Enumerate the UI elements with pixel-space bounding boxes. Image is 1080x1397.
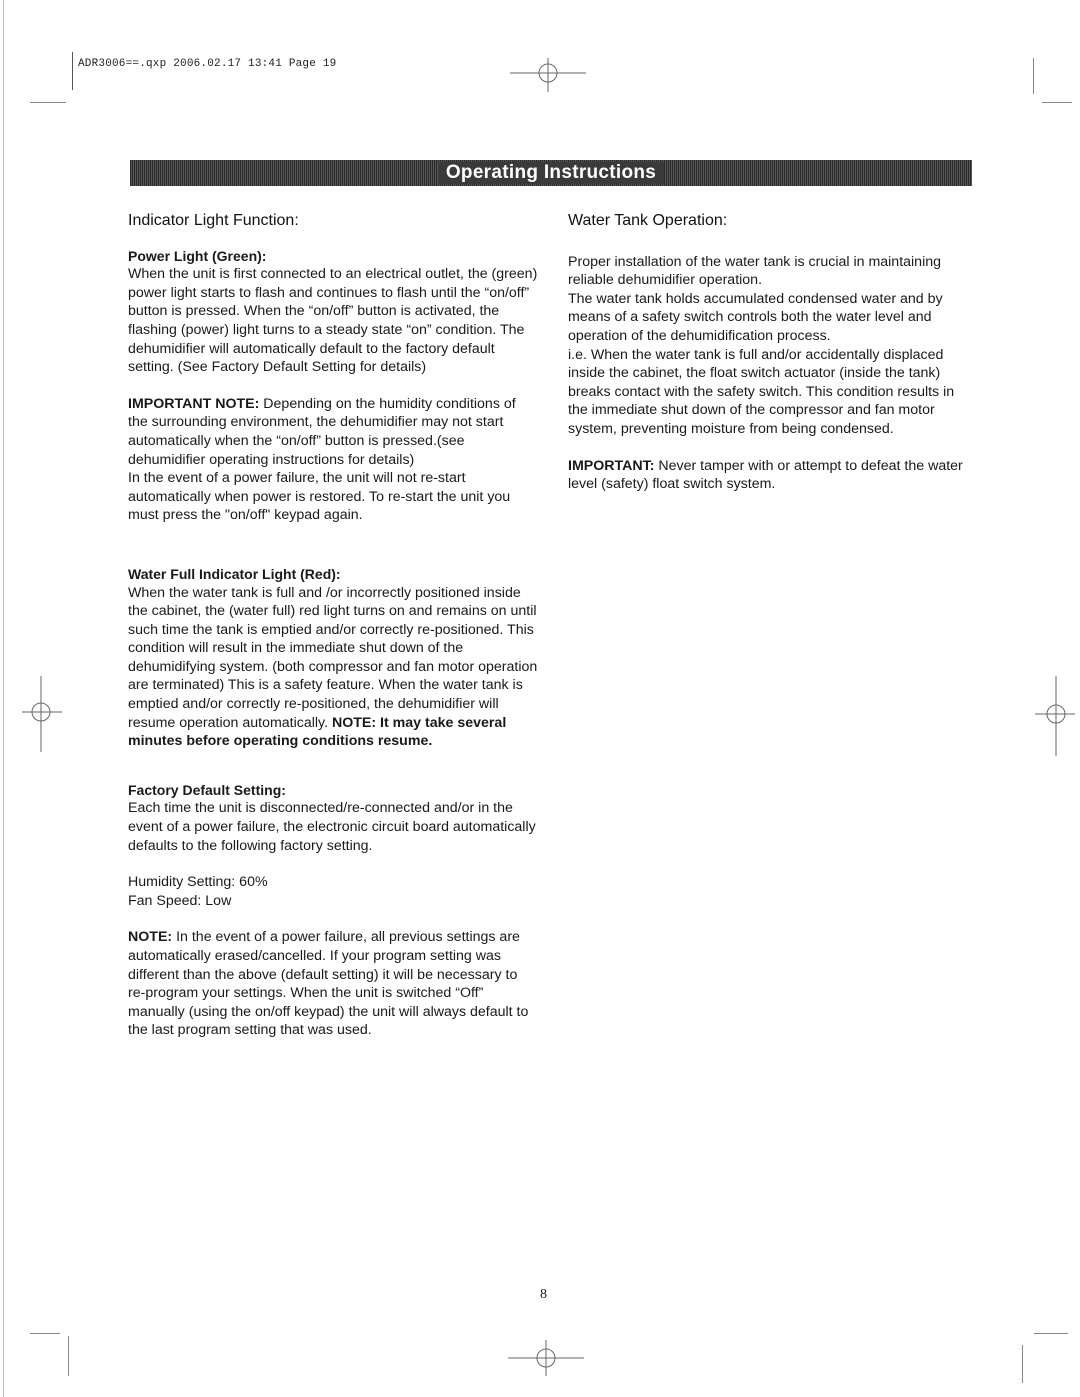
crop-mark — [68, 1336, 69, 1376]
crop-mark — [1042, 102, 1072, 103]
important-note-label: IMPORTANT NOTE: — [128, 395, 260, 412]
right-column — [568, 212, 973, 494]
important-note-paragraph — [128, 395, 538, 469]
print-slug: ADR3006==.qxp 2006.02.17 13:41 Page 19 — [78, 58, 337, 70]
water-full-paragraph — [128, 584, 538, 751]
fan-speed-setting: Fan Speed: Low — [128, 892, 232, 909]
important-note-body: Depending on the humidity conditions of the surrounding environment, the dehumidifier may not start automatically when the “on/off” button is pressed.(see dehumidifier operating instructions for details) — [128, 395, 516, 468]
factory-note-label: NOTE: — [128, 929, 173, 946]
factory-note-body: In the event of a power failure, all previous settings are automatically erased/cancelled. If your program setting was different than the above (default setting) it will be necessary to re-program your settings. When the unit is switched “Off” manually (using the on/off keypad) the unit will always default to the last program setting that was used. — [128, 929, 529, 1039]
water-tank-heading: Water Tank Operation: — [568, 212, 728, 229]
crop-mark — [1022, 1345, 1023, 1383]
registration-mark-right — [1035, 676, 1075, 756]
water-tank-important-label: IMPORTANT: — [568, 457, 655, 474]
crop-mark — [30, 1333, 60, 1334]
water-tank-example: i.e. When the water tank is full and/or accidentally displaced inside the cabinet, the float switch actuator (inside the tank) breaks contact with the safety switch. This condition results in the immediate shut down of the compressor and fan motor system, preventing moisture from being condensed. — [568, 346, 955, 437]
page-title: Operating Instructions — [438, 162, 664, 184]
humidity-setting: Humidity Setting: 60% — [128, 874, 268, 891]
indicator-light-heading: Indicator Light Function: — [128, 212, 299, 229]
factory-note-paragraph — [128, 928, 538, 1040]
water-full-note: NOTE: It may take several minutes before operating conditions resume. — [128, 714, 507, 750]
registration-mark-left — [22, 676, 62, 752]
water-tank-function: The water tank holds accumulated condensed water and by means of a safety switch controls both the water level and operation of the dehumidification process. — [568, 290, 943, 344]
section-title-bar — [130, 160, 972, 186]
slug-marker — [72, 52, 73, 90]
power-failure-paragraph: In the event of a power failure, the unit will not re-start automatically when power is restored. To re-start the unit you must press the "on/off" keypad again. — [128, 470, 511, 524]
water-full-label: Water Full Indicator Light (Red): — [128, 565, 341, 582]
factory-default-label: Factory Default Setting: — [128, 781, 286, 798]
registration-mark-bottom — [508, 1340, 584, 1376]
crop-mark — [30, 102, 66, 103]
water-tank-important-body: Never tamper with or attempt to defeat the water level (safety) float switch system. — [568, 457, 963, 493]
registration-mark-top — [510, 58, 586, 92]
page-edge-line — [3, 0, 4, 1397]
water-tank-important-paragraph — [568, 457, 973, 494]
crop-mark — [1034, 1333, 1068, 1334]
water-tank-intro: Proper installation of the water tank is crucial in maintaining reliable dehumidifier operation. — [568, 253, 942, 289]
power-light-label: Power Light (Green): — [128, 247, 267, 264]
power-light-body: When the unit is first connected to an electrical outlet, the (green) power light starts to flash and continues to flash until the “on/off” button is pressed. When the “on/off” button is activated, the flashing (power) light turns to a steady state “on” condition. The dehumidifier will automatically default to the factory default setting. (See Factory Default Setting for details) — [128, 266, 538, 376]
left-column — [128, 212, 538, 1040]
water-full-body: When the water tank is full and /or incorrectly positioned inside the cabinet, the (water full) red light turns on and remains on until such time the tank is emptied and/or correctly re-positioned. This condition will result in the immediate shut down of the dehumidifying system. (both compressor and fan motor operation are terminated) This is a safety feature. When the water tank is emptied and/or correctly re-positioned, the dehumidifier will resume operation automatically. — [128, 584, 538, 731]
factory-default-body: Each time the unit is disconnected/re-connected and/or in the event of a power failure, the electronic circuit board automatically defaults to the following factory setting. — [128, 800, 536, 854]
crop-mark — [1033, 58, 1034, 94]
page-number: 8 — [540, 1287, 547, 1302]
